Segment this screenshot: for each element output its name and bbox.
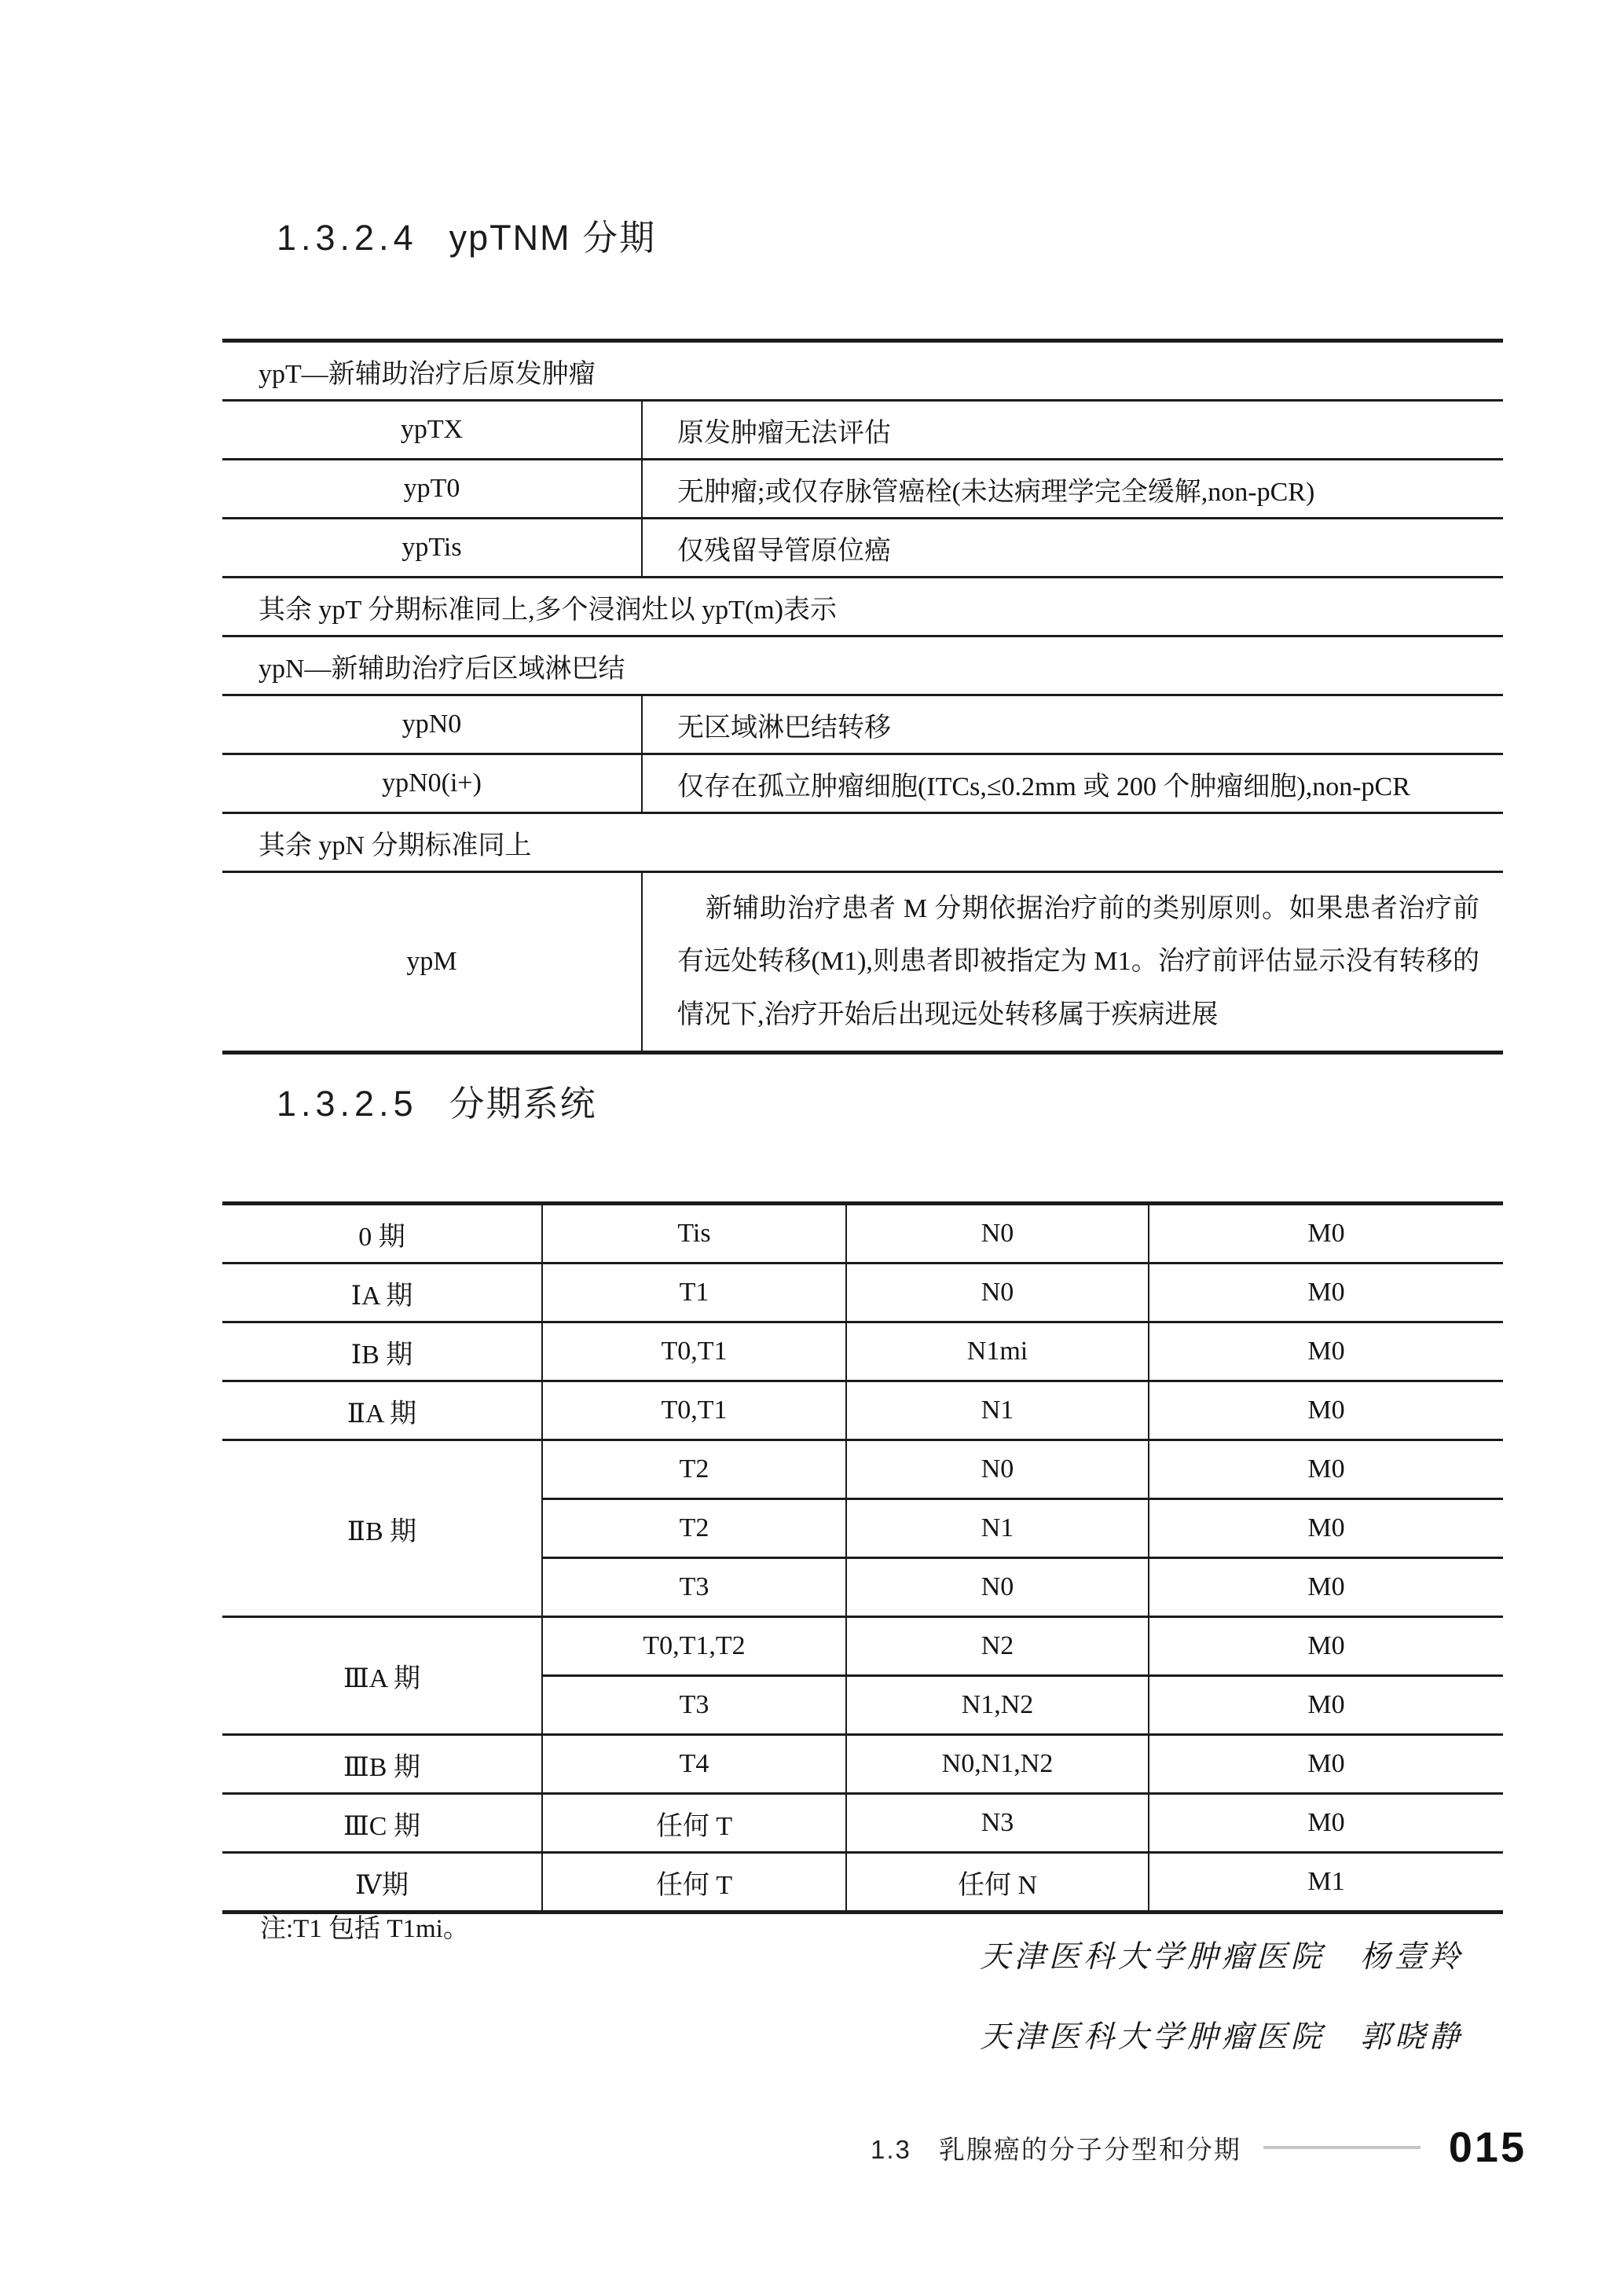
value-cell: Tis xyxy=(542,1204,846,1264)
value-cell: T1 xyxy=(542,1264,846,1322)
staging-system-table xyxy=(222,1201,1503,1914)
section-heading-staging-system xyxy=(277,1075,597,1126)
value-cell: M0 xyxy=(1149,1204,1503,1264)
value-cell: T2 xyxy=(542,1499,846,1558)
table-row xyxy=(222,519,1503,578)
value-cell: M0 xyxy=(1149,1617,1503,1676)
section-title: 分期系统 xyxy=(449,1084,597,1124)
table-row xyxy=(222,1204,1503,1264)
table-row xyxy=(222,401,1503,460)
section-row-text: 其余 ypT 分期标准同上,多个浸润灶以 ypT(m)表示 xyxy=(222,578,1503,636)
stage-cell: ⅢB 期 xyxy=(222,1735,542,1794)
footer-rule xyxy=(1263,2146,1421,2149)
section-row-text: 其余 ypN 分期标准同上 xyxy=(222,813,1503,872)
value-cell: N1 xyxy=(846,1381,1149,1440)
criteria-desc-cell: 新辅助治疗患者 M 分期依据治疗前的类别原则。如果患者治疗前有远处转移(M1),则患者即被指定为 M1。治疗前评估显示没有转移的情况下,治疗开始后出现远处转移属于疾病进展 xyxy=(642,872,1503,1053)
table-row xyxy=(222,341,1503,401)
value-cell: M0 xyxy=(1149,1381,1503,1440)
criteria-label-cell: ypT0 xyxy=(222,460,642,519)
criteria-desc-cell: 无肿瘤;或仅存脉管癌栓(未达病理学完全缓解,non-pCR) xyxy=(642,460,1503,519)
criteria-desc-cell: 原发肿瘤无法评估 xyxy=(642,401,1503,460)
page-number: 015 xyxy=(1448,2124,1527,2171)
table-row xyxy=(222,1617,1503,1676)
value-cell: N1mi xyxy=(846,1322,1149,1381)
value-cell: M0 xyxy=(1149,1322,1503,1381)
criteria-desc-cell: 无区域淋巴结转移 xyxy=(642,695,1503,754)
table-row xyxy=(222,754,1503,813)
value-cell: M0 xyxy=(1149,1794,1503,1853)
value-cell: M0 xyxy=(1149,1264,1503,1322)
value-cell: N0 xyxy=(846,1204,1149,1264)
value-cell: N3 xyxy=(846,1794,1149,1853)
criteria-desc-cell: 仅存在孤立肿瘤细胞(ITCs,≤0.2mm 或 200 个肿瘤细胞),non-pCR xyxy=(642,754,1503,813)
table-row xyxy=(222,695,1503,754)
table-row xyxy=(222,578,1503,636)
value-cell: N0 xyxy=(846,1440,1149,1499)
table-row xyxy=(222,1735,1503,1794)
criteria-label-cell: ypN0 xyxy=(222,695,642,754)
criteria-label-cell: ypTis xyxy=(222,519,642,578)
table-row xyxy=(222,813,1503,872)
stage-cell: ⅡA 期 xyxy=(222,1381,542,1440)
value-cell: N1,N2 xyxy=(846,1676,1149,1735)
stage-cell: ⅠB 期 xyxy=(222,1322,542,1381)
stage-cell: Ⅳ期 xyxy=(222,1853,542,1913)
value-cell: M0 xyxy=(1149,1558,1503,1617)
value-cell: 任何 N xyxy=(846,1853,1149,1913)
yptnm-definition-table xyxy=(222,339,1503,1054)
table-row xyxy=(222,1440,1503,1499)
stage-cell: ⅡB 期 xyxy=(222,1440,542,1617)
section-row-text: ypT—新辅助治疗后原发肿瘤 xyxy=(222,341,1503,401)
footer-chapter-title: 1.3 乳腺癌的分子分型和分期 xyxy=(871,2134,1241,2164)
value-cell: 任何 T xyxy=(542,1794,846,1853)
table-row xyxy=(222,1264,1503,1322)
section-number: 1.3.2.5 xyxy=(277,1084,418,1124)
value-cell: 任何 T xyxy=(542,1853,846,1913)
value-cell: T2 xyxy=(542,1440,846,1499)
value-cell: N0 xyxy=(846,1264,1149,1322)
value-cell: T0,T1 xyxy=(542,1322,846,1381)
value-cell: T0,T1,T2 xyxy=(542,1617,846,1676)
table-row xyxy=(222,1853,1503,1913)
table-row xyxy=(222,1381,1503,1440)
author-line: 天津医科大学肿瘤医院 郭晓静 xyxy=(979,2020,1464,2054)
criteria-label-cell: ypM xyxy=(406,946,457,976)
table-row xyxy=(222,1322,1503,1381)
stage-cell: ⅢC 期 xyxy=(222,1794,542,1853)
value-cell: N0,N1,N2 xyxy=(846,1735,1149,1794)
table-row xyxy=(222,636,1503,695)
value-cell: M0 xyxy=(1149,1676,1503,1735)
value-cell: M1 xyxy=(1149,1853,1503,1913)
value-cell: T0,T1 xyxy=(542,1381,846,1440)
author-block xyxy=(222,1917,1503,2078)
value-cell: M0 xyxy=(1149,1440,1503,1499)
section-row-text: ypN—新辅助治疗后区域淋巴结 xyxy=(222,636,1503,695)
criteria-desc-cell: 仅残留导管原位癌 xyxy=(642,519,1503,578)
criteria-label-cell: ypN0(i+) xyxy=(222,754,642,813)
table-row xyxy=(222,872,1503,1053)
author-line: 天津医科大学肿瘤医院 杨壹羚 xyxy=(979,1940,1464,1974)
value-cell: N1 xyxy=(846,1499,1149,1558)
section-number: 1.3.2.4 xyxy=(277,218,418,258)
table-row xyxy=(222,1794,1503,1853)
value-cell: T4 xyxy=(542,1735,846,1794)
section-heading-yptnm xyxy=(277,209,656,260)
stage-cell: ⅠA 期 xyxy=(222,1264,542,1322)
value-cell: M0 xyxy=(1149,1499,1503,1558)
value-cell: N0 xyxy=(846,1558,1149,1617)
section-title: ypTNM 分期 xyxy=(449,218,657,258)
table-note: 注:T1 包括 T1mi。 xyxy=(260,1915,469,1943)
value-cell: M0 xyxy=(1149,1735,1503,1794)
stage-cell: 0 期 xyxy=(222,1204,542,1264)
page-footer xyxy=(222,2123,1527,2172)
criteria-label-cell: ypTX xyxy=(222,401,642,460)
value-cell: T3 xyxy=(542,1676,846,1735)
table-row xyxy=(222,460,1503,519)
value-cell: N2 xyxy=(846,1617,1149,1676)
value-cell: T3 xyxy=(542,1558,846,1617)
stage-cell: ⅢA 期 xyxy=(222,1617,542,1735)
